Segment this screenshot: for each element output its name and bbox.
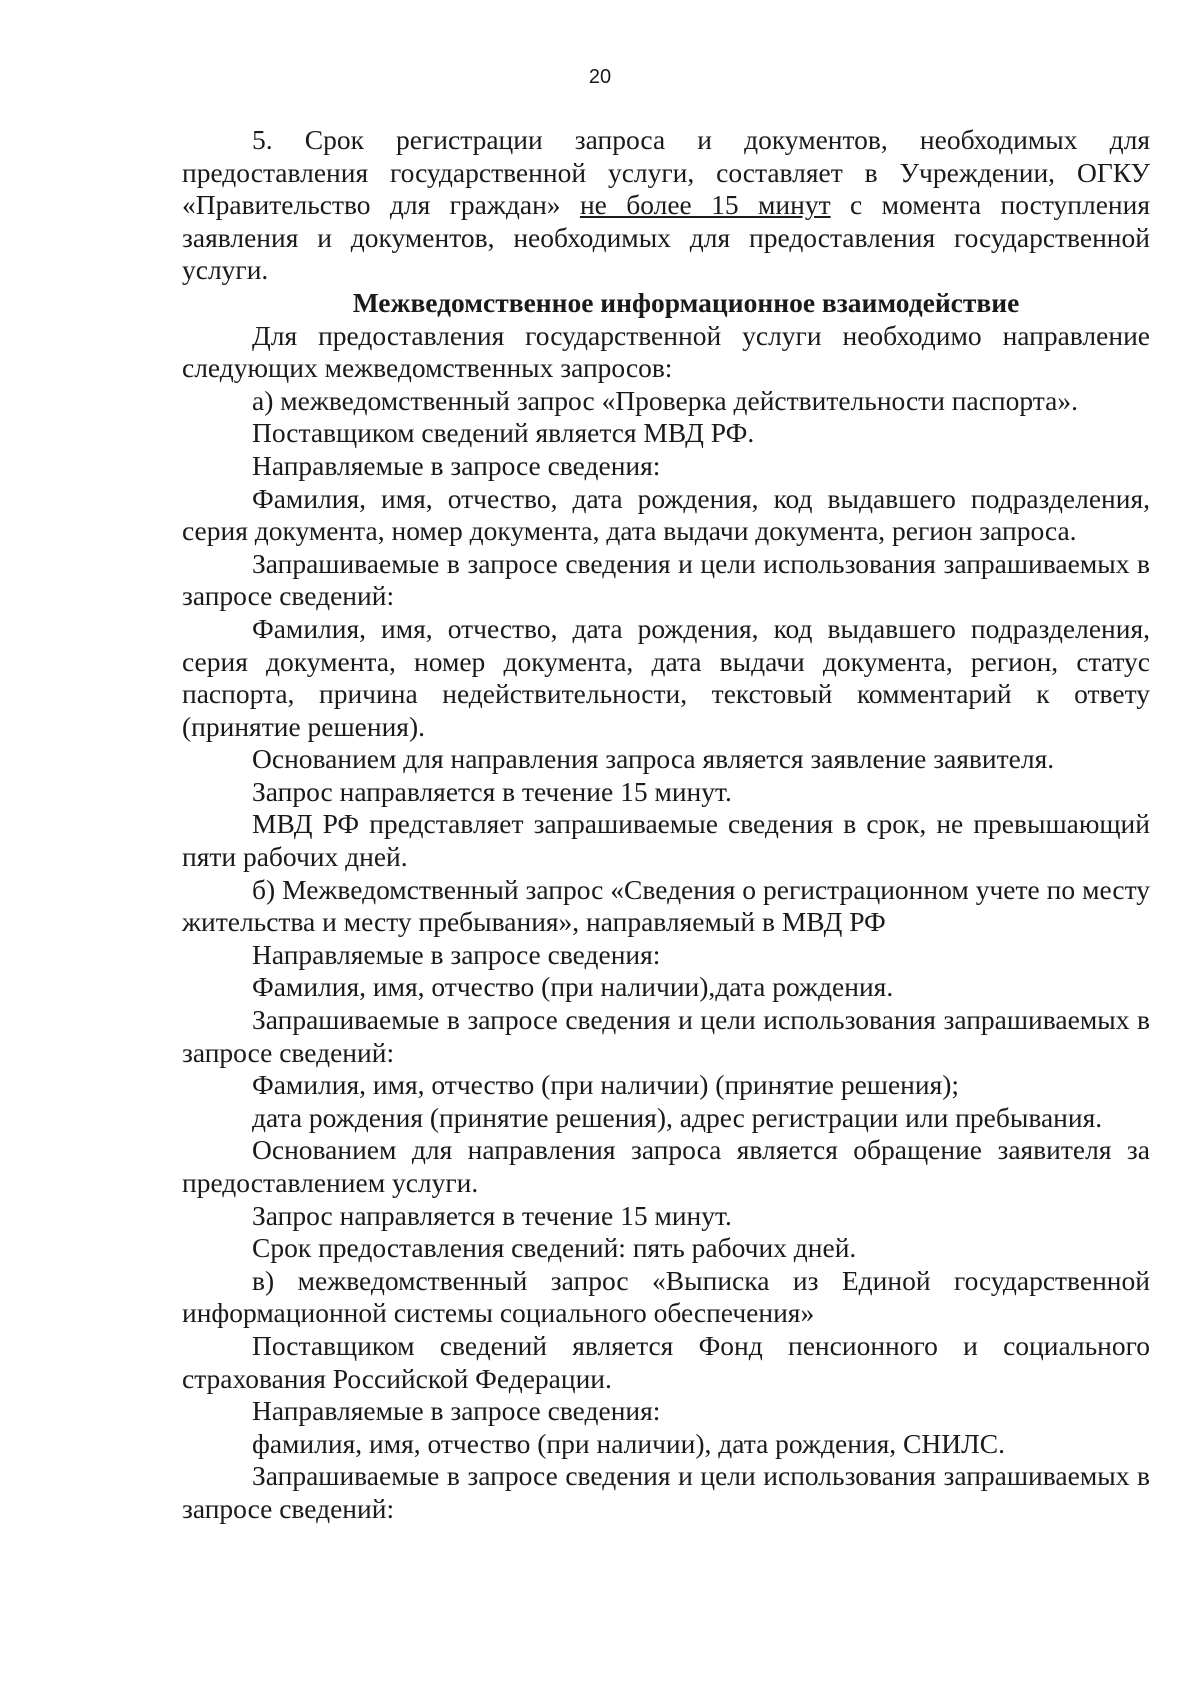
paragraph: дата рождения (принятие решения), адрес регистрации или пребывания. bbox=[252, 1101, 1103, 1133]
paragraph: Запрашиваемые в запросе сведения и цели использования запрашиваемых в запросе сведений: bbox=[182, 1004, 1150, 1068]
paragraph: фамилия, имя, отчество (при наличии), дата рождения, СНИЛС. bbox=[252, 1427, 1005, 1459]
paragraph: Для предоставления государственной услуги необходимо направление следующих межведомственных запросов: bbox=[182, 319, 1150, 384]
paragraph: Основанием для направления запроса является заявление заявителя. bbox=[252, 743, 1055, 775]
paragraph-5-text-end: с момента поступления заявления и документов, необходимых для предоставления государственной услуги. bbox=[182, 189, 1150, 286]
paragraph: Фамилия, имя, отчество (при наличии) (принятие решения); bbox=[252, 1069, 960, 1101]
paragraph: Фамилия, имя, отчество (при наличии),дата рождения. bbox=[252, 971, 894, 1003]
paragraph: Направляемые в запросе сведения: bbox=[252, 938, 661, 970]
paragraph: Фамилия, имя, отчество, дата рождения, код выдавшего подразделения, серия документа, номер документа, дата выдачи документа, регион, статус паспорта, причина недействительности, текстовый комментарий к ответу (принятие решения). bbox=[182, 612, 1150, 742]
paragraph: Направляемые в запросе сведения: bbox=[252, 449, 661, 481]
paragraph: Запрашиваемые в запросе сведения и цели использования запрашиваемых в запросе сведений: bbox=[182, 1460, 1150, 1524]
paragraph: а) межведомственный запрос «Проверка действительности паспорта». bbox=[252, 384, 1078, 416]
paragraph: Поставщиком сведений является МВД РФ. bbox=[252, 417, 755, 449]
paragraph: Основанием для направления запроса является обращение заявителя за предоставлением услуги. bbox=[182, 1134, 1150, 1198]
paragraph: Поставщиком сведений является Фонд пенсионного и социального страхования Российской Федерации. bbox=[182, 1329, 1150, 1394]
paragraph: Срок предоставления сведений: пять рабочих дней. bbox=[252, 1232, 857, 1264]
document-body bbox=[182, 124, 1150, 1526]
paragraph: Запрос направляется в течение 15 минут. bbox=[252, 1199, 732, 1231]
paragraph: Запрос направляется в течение 15 минут. bbox=[252, 775, 732, 807]
paragraph-5-underlined-term: не более 15 минут bbox=[579, 189, 831, 221]
paragraph-5 bbox=[182, 124, 1150, 287]
paragraph: МВД РФ представляет запрашиваемые сведения в срок, не превышающий пяти рабочих дней. bbox=[182, 808, 1150, 873]
paragraph-5-text-start: 5. Срок регистрации запроса и документов, необходимых для предоставления государственной услуги, составляет в Учреждении, ОГКУ «Правительство для граждан» bbox=[182, 124, 1150, 221]
page-number: 20 bbox=[588, 66, 612, 88]
paragraph: в) межведомственный запрос «Выписка из Единой государственной информационной системы социального обеспечения» bbox=[182, 1264, 1150, 1329]
paragraph: Фамилия, имя, отчество, дата рождения, код выдавшего подразделения, серия документа, номер документа, дата выдачи документа, регион запроса. bbox=[182, 482, 1150, 547]
paragraph: Направляемые в запросе сведения: bbox=[252, 1395, 661, 1427]
section-heading: Межведомственное информационное взаимодействие bbox=[352, 286, 1020, 318]
paragraph: б) Межведомственный запрос «Сведения о регистрационном учете по месту жительства и месту пребывания», направляемый в МВД РФ bbox=[182, 873, 1150, 938]
paragraph: Запрашиваемые в запросе сведения и цели использования запрашиваемых в запросе сведений: bbox=[182, 547, 1150, 612]
